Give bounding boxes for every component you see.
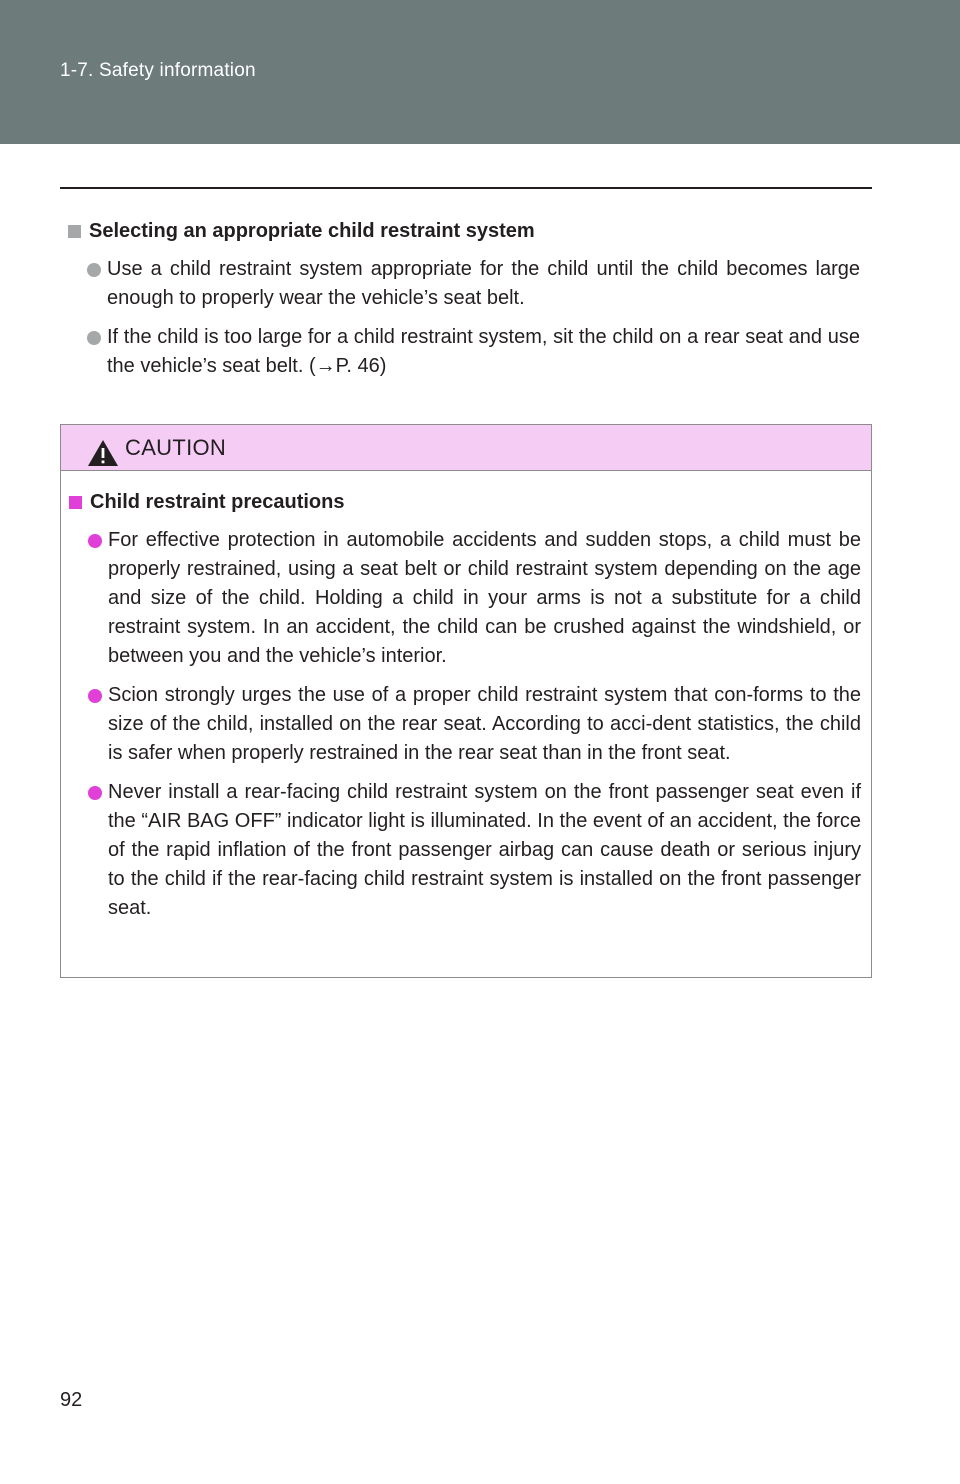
- circle-bullet-icon: [87, 331, 101, 345]
- list-item: [68, 255, 860, 313]
- caution-box: [60, 424, 872, 978]
- caution-label: CAUTION: [125, 435, 227, 460]
- selection-section: [68, 216, 860, 381]
- divider-line: [60, 187, 872, 189]
- caution-item-text: Scion strongly urges the use of a proper child restraint system that con-forms to the size of the child, installed on the rear seat. According to acci-dent statistics, the child is safer when properly restrained in the rear seat than in the front seat.: [108, 684, 861, 764]
- section-heading-text: Selecting an appropriate child restraint system: [89, 220, 535, 242]
- section-heading: [68, 216, 860, 246]
- circle-bullet-icon: [88, 786, 102, 800]
- section-breadcrumb: 1-7. Safety information: [60, 60, 256, 81]
- square-bullet-icon: [68, 225, 81, 238]
- caution-item-text: Never install a rear-facing child restraint system on the front passenger seat even if the “AIR BAG OFF” indicator light is illuminated. In the event of an accident, the force of the rapid inflation of the front passenger airbag can cause death or serious injury to the child if the rear-facing child restraint system is installed on the front passenger seat.: [108, 781, 861, 919]
- caution-item-text: For effective protection in automobile accidents and sudden stops, a child must be properly restrained, using a seat belt or child restraint system depending on the age and size of the child. Holding a child in your arms is not a substitute for a child restraint system. In an accident, the child can be crushed against the windshield, or between you and the vehicle’s interior.: [108, 529, 861, 667]
- header-band: [0, 0, 960, 144]
- circle-bullet-icon: [88, 689, 102, 703]
- circle-bullet-icon: [88, 534, 102, 548]
- list-item-text: Use a child restraint system appropriate for the child until the child becomes large enough to properly wear the vehicle’s seat belt.: [107, 258, 860, 309]
- warning-triangle-icon: [87, 439, 119, 467]
- caution-heading-text: Child restraint precautions: [90, 491, 345, 513]
- caution-item: [69, 681, 861, 768]
- square-bullet-icon: [69, 496, 82, 509]
- circle-bullet-icon: [87, 263, 101, 277]
- page-number: 92: [60, 1389, 83, 1411]
- caution-item: [69, 778, 861, 923]
- caution-header: [61, 425, 871, 471]
- caution-body: [69, 487, 861, 923]
- caution-item: [69, 526, 861, 671]
- caution-heading: [69, 487, 861, 517]
- list-item-text: If the child is too large for a child restraint system, sit the child on a rear seat and use the vehicle’s seat belt. (→P. 46): [107, 326, 860, 377]
- list-item: [68, 323, 860, 381]
